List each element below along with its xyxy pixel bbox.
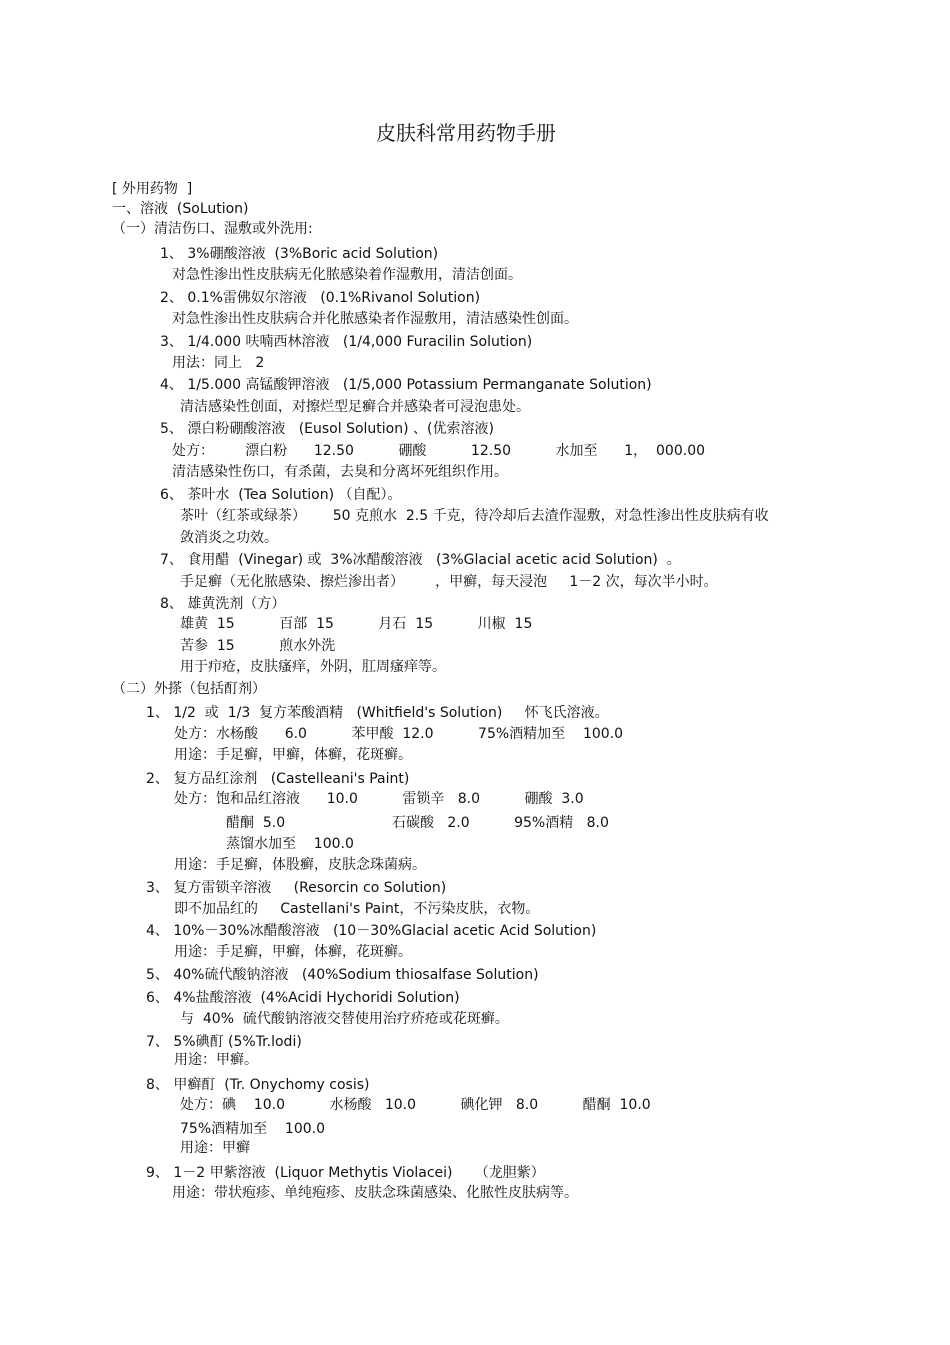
- drug-item-heading: 9、 1－2 甲紫溶液 (Liquor Methytis Violacei) （龙胆紫）: [146, 1165, 545, 1181]
- drug-item-text: 对急性渗出性皮肤病无化脓感染着作湿敷用，清洁创面。: [172, 267, 522, 283]
- drug-item-heading: 6、 茶叶水 (Tea Solution) （自配）。: [160, 487, 402, 503]
- drug-item-heading: 8、 雄黄洗剂（方）: [160, 596, 286, 612]
- drug-item-text: 用于疖疮，皮肤瘙痒，外阴，肛周瘙痒等。: [180, 659, 446, 675]
- drug-item-heading: 5、 40%硫代酸钠溶液 (40%Sodium thiosalfase Solution): [146, 967, 539, 983]
- drug-item-heading: 2、 0.1%雷佛奴尔溶液 (0.1%Rivanol Solution): [160, 290, 481, 306]
- drug-item-heading: 1、 1/2 或 1/3 复方苯酸酒精 (Whitfield's Solution) 怀飞氏溶液。: [146, 705, 609, 721]
- document-title: 皮肤科常用药物手册: [376, 121, 556, 145]
- subcategory-heading: （一）清洁伤口、湿敷或外洗用:: [112, 221, 313, 237]
- prescription-line: 蒸馏水加至 100.0: [226, 836, 354, 852]
- drug-item-text: 清洁感染性创面，对擦烂型足癣合并感染者可浸泡患处。: [180, 399, 530, 415]
- prescription-line: 处方：碘 10.0 水杨酸 10.0 碘化钾 8.0 醋酮 10.0: [180, 1097, 651, 1113]
- drug-item-heading: 7、 5%碘酊 (5%Tr.lodi): [146, 1034, 302, 1050]
- prescription-line: 雄黄 15 百部 15 月石 15 川椒 15: [180, 616, 533, 632]
- prescription-line: 处方：饱和品红溶液 10.0 雷锁辛 8.0 硼酸 3.0: [174, 791, 584, 807]
- drug-item-heading: 4、 10%－30%冰醋酸溶液 (10－30%Glacial acetic Acid Solution): [146, 923, 597, 939]
- drug-item-heading: 2、 复方品红涂剂 (Castelleani's Paint): [146, 771, 410, 787]
- drug-item-text: 与 40% 硫代酸钠溶液交替使用治疗疥疮或花斑癣。: [180, 1011, 509, 1027]
- drug-item-text: 用途：甲癣: [180, 1140, 250, 1156]
- prescription-line: 75%酒精加至 100.0: [180, 1121, 325, 1137]
- subcategory-heading: （二）外搽（包括酊剂）: [112, 681, 266, 697]
- drug-item-heading: 3、 复方雷锁辛溶液 (Resorcin co Solution): [146, 880, 447, 896]
- prescription-line: 石碳酸 2.0 95%酒精 8.0: [392, 815, 609, 831]
- drug-item-heading: 1、 3%硼酸溶液 (3%Boric acid Solution): [160, 246, 439, 262]
- drug-item-text: 用途：甲癣。: [174, 1052, 258, 1068]
- drug-item-heading: 7、 食用醋 (Vinegar) 或 3%冰醋酸溶液 (3%Glacial acetic acid Solution) 。: [160, 552, 681, 568]
- section-heading: [ 外用药物 ]: [112, 181, 193, 197]
- drug-item-heading: 4、 1/5.000 高锰酸钾溶液 (1/5,000 Potassium Permanganate Solution): [160, 377, 652, 393]
- prescription-line: 苦参 15 煎水外洗: [180, 638, 336, 654]
- prescription-line: 醋酮 5.0: [226, 815, 286, 831]
- drug-item-text: 对急性渗出性皮肤病合并化脓感染者作湿敷用，清洁感染性创面。: [172, 311, 578, 327]
- drug-item-text: 用途：手足癣，甲癣，体癣，花斑癣。: [174, 944, 412, 960]
- drug-item-text: 用法：同上 2: [172, 355, 265, 371]
- drug-item-text: 即不加品红的 Castellani's Paint，不污染皮肤，衣物。: [174, 901, 540, 917]
- drug-item-text: 用途：手足癣，体股癣，皮肤念珠菌病。: [174, 857, 426, 873]
- drug-item-text: 茶叶（红茶或绿茶） 50 克煎水 2.5 千克，待冷却后去渣作湿敷，对急性渗出性皮肤病有收: [180, 508, 769, 524]
- drug-item-heading: 5、 漂白粉硼酸溶液 (Eusol Solution) 、(优索溶液): [160, 421, 494, 437]
- drug-item-heading: 3、 1/4.000 呋喃西林溶液 (1/4,000 Furacilin Solution): [160, 334, 533, 350]
- drug-item-text: 清洁感染性伤口，有杀菌，去臭和分离坏死组织作用。: [172, 464, 508, 480]
- drug-item-text: 用途：手足癣，甲癣，体癣，花斑癣。: [174, 747, 412, 763]
- drug-item-text: 手足癣（无化脓感染、擦烂渗出者） ，甲癣，每天浸泡 1－2 次，每次半小时。: [180, 574, 718, 590]
- drug-item-text: 用途：带状疱疹、单纯疱疹、皮肤念珠菌感染、化脓性皮肤病等。: [172, 1185, 578, 1201]
- prescription-line: 处方： 漂白粉 12.50 硼酸 12.50 水加至 1， 000.00: [172, 443, 706, 459]
- prescription-line: 处方：水杨酸 6.0 苯甲酸 12.0 75%酒精加至 100.0: [174, 726, 624, 742]
- drug-item-heading: 6、 4%盐酸溶液 (4%Acidi Hychoridi Solution): [146, 990, 460, 1006]
- drug-item-heading: 8、 甲癣酊 (Tr. Onychomy cosis): [146, 1077, 370, 1093]
- category-heading: 一、溶液 (SoLution): [112, 201, 249, 217]
- drug-item-text: 敛消炎之功效。: [180, 530, 278, 546]
